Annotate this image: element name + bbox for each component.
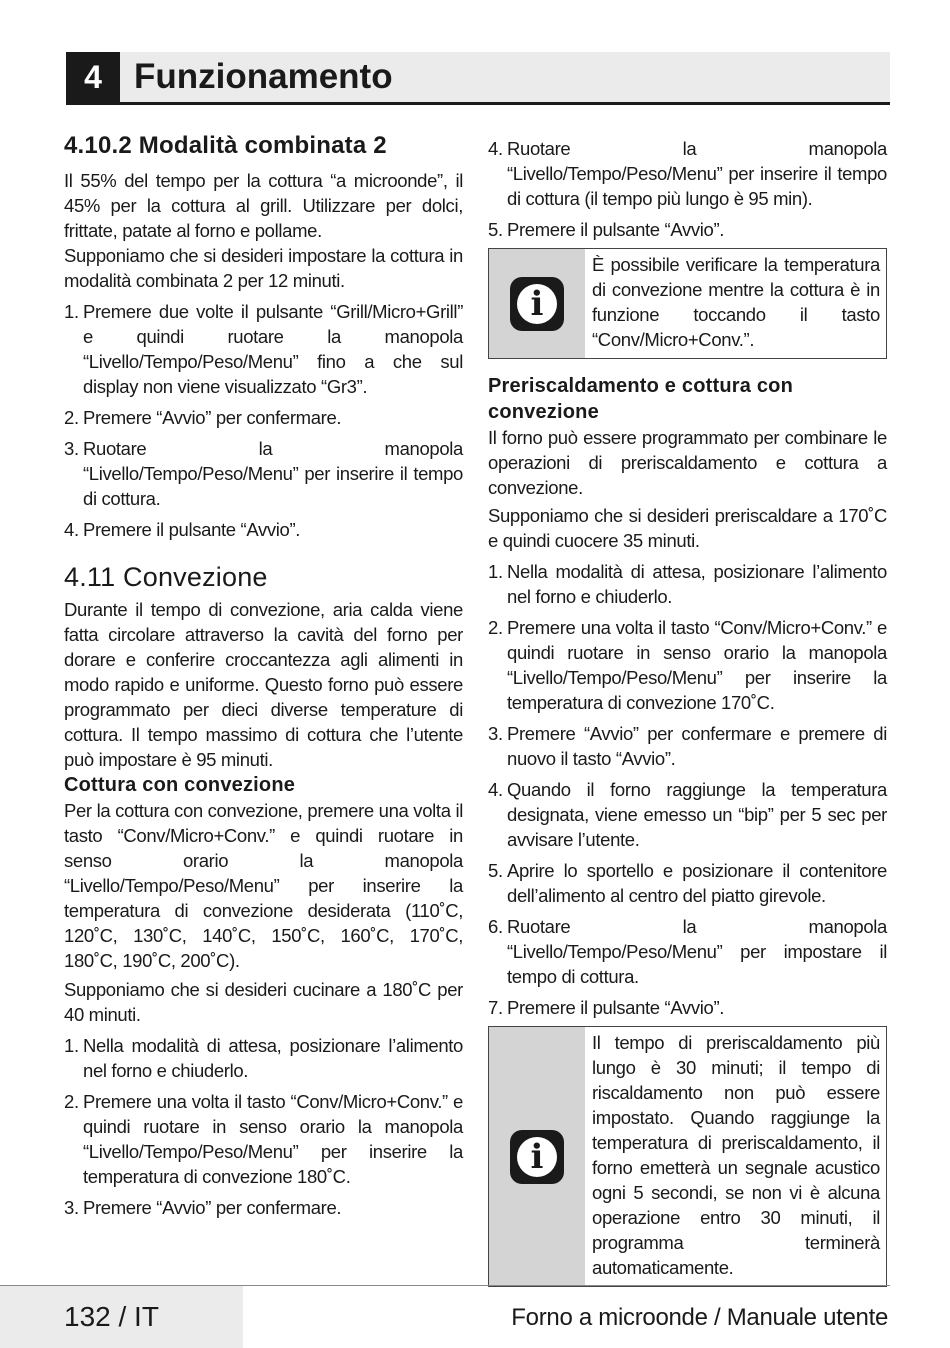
list-item: 4. Ruotare la manopola “Livello/Tempo/Peso/Menu” per inserire il tempo di cottura (il tempo più lungo è 95 min). — [488, 138, 887, 209]
paragraph: Supponiamo che si desideri cucinare a 180˚C per 40 minuti. — [64, 979, 463, 1025]
subsection-title-preheat: Preriscaldamento e cottura con convezione — [488, 375, 793, 423]
list-item: 2. Premere una volta il tasto “Conv/Micro+Conv.” e quindi ruotare in senso orario la manopola “Livello/Tempo/Peso/Menu” per inserire la temperatura di convezione 170˚C. — [488, 617, 887, 713]
footer-title: Forno a microonde / Manuale utente — [511, 1304, 888, 1331]
info-icon — [510, 1130, 564, 1184]
info-note-text: Il tempo di preriscaldamento più lungo è 30 minuti; il tempo di riscaldamento non può essere impostato. Quando raggiunge la temperatura di preriscaldamento, il forno emetterà un segnale acustico ogni 5 secondi, se non vi è alcuna operazione entro 30 minuti, il programma terminerà automaticamente. — [592, 1032, 880, 1278]
list-item: 5. Premere il pulsante “Avvio”. — [488, 219, 725, 240]
steps-list — [488, 136, 887, 242]
section-title-convection: 4.11 Convezione — [64, 562, 268, 592]
paragraph: Supponiamo che si desideri impostare la cottura in modalità combinata 2 per 12 minuti. — [64, 245, 463, 291]
list-item: 5. Aprire lo sportello e posizionare il contenitore dell’alimento al centro del piatto girevole. — [488, 860, 887, 906]
info-note-text: È possibile verificare la temperatura di convezione mentre la cottura è in funzione toccando il tasto “Conv/Micro+Conv.”. — [592, 254, 880, 350]
chapter-title: Funzionamento — [134, 57, 393, 96]
steps-list — [64, 299, 463, 542]
info-note-side — [489, 1027, 585, 1286]
list-item: 1. Premere due volte il pulsante “Grill/Micro+Grill” e quindi ruotare la manopola “Livello/Tempo/Peso/Menu” fino a che sul display non viene visualizzato “Gr3”. — [64, 301, 463, 397]
steps-list — [488, 559, 887, 1020]
paragraph: Il 55% del tempo per la cottura “a microonde”, il 45% per la cottura al grill. Utilizzare per dolci, frittate, patate al forno e pollame. — [64, 170, 463, 241]
list-item: 1. Nella modalità di attesa, posizionare l’alimento nel forno e chiuderlo. — [64, 1035, 463, 1081]
list-item: 1. Nella modalità di attesa, posizionare l’alimento nel forno e chiuderlo. — [488, 561, 887, 607]
header-rule — [66, 102, 890, 105]
list-item: 7. Premere il pulsante “Avvio”. — [488, 997, 725, 1018]
paragraph: Supponiamo che si desideri preriscaldare a 170˚C e quindi cuocere 35 minuti. — [488, 505, 887, 551]
info-note-side — [489, 249, 585, 358]
info-note — [488, 1026, 887, 1287]
info-note — [488, 248, 887, 359]
info-icon — [510, 277, 564, 331]
steps-list — [64, 1033, 463, 1220]
paragraph: Per la cottura con convezione, premere una volta il tasto “Conv/Micro+Conv.” e quindi ruotare in senso orario la manopola “Livello/Tempo/Peso/Menu” per inserire la temperatura di convezione desiderata (110˚C, 120˚C, 130˚C, 140˚C, 150˚C, 160˚C, 170˚C, 180˚C, 190˚C, 200˚C). — [64, 800, 463, 971]
list-item: 3. Premere “Avvio” per confermare e premere di nuovo il tasto “Avvio”. — [488, 723, 887, 769]
list-item: 3. Ruotare la manopola “Livello/Tempo/Peso/Menu” per inserire il tempo di cottura. — [64, 438, 463, 509]
list-item: 4. Premere il pulsante “Avvio”. — [64, 519, 301, 540]
list-item: 2. Premere “Avvio” per confermare. — [64, 407, 342, 428]
paragraph: Durante il tempo di convezione, aria calda viene fatta circolare attraverso la cavità del forno per dorare e conferire croccantezza agli alimenti in modo rapido e uniforme. Questo forno può essere programmato per dieci diverse temperature di cottura. Il tempo massimo di cottura che l’utente può impostare è 95 minuti. — [64, 599, 463, 770]
page-number: 132 / IT — [64, 1301, 159, 1332]
chapter-number: 4 — [66, 52, 120, 102]
list-item: 3. Premere “Avvio” per confermare. — [64, 1197, 342, 1218]
right-column — [488, 136, 887, 1287]
list-item: 2. Premere una volta il tasto “Conv/Micro+Conv.” e quindi ruotare in senso orario la manopola “Livello/Tempo/Peso/Menu” per inserire la temperatura di convezione 180˚C. — [64, 1091, 463, 1187]
left-column — [64, 130, 463, 1226]
paragraph: Il forno può essere programmato per combinare le operazioni di preriscaldamento e cottura a convezione. — [488, 427, 887, 498]
list-item: 6. Ruotare la manopola “Livello/Tempo/Peso/Menu” per impostare il tempo di cottura. — [488, 916, 887, 987]
list-item: 4. Quando il forno raggiunge la temperatura designata, viene emesso un “bip” per 5 sec per avvisare l’utente. — [488, 779, 887, 850]
subsection-title-convection-cooking: Cottura con convezione — [64, 774, 296, 796]
section-title-combined-2: 4.10.2 Modalità combinata 2 — [64, 132, 387, 159]
